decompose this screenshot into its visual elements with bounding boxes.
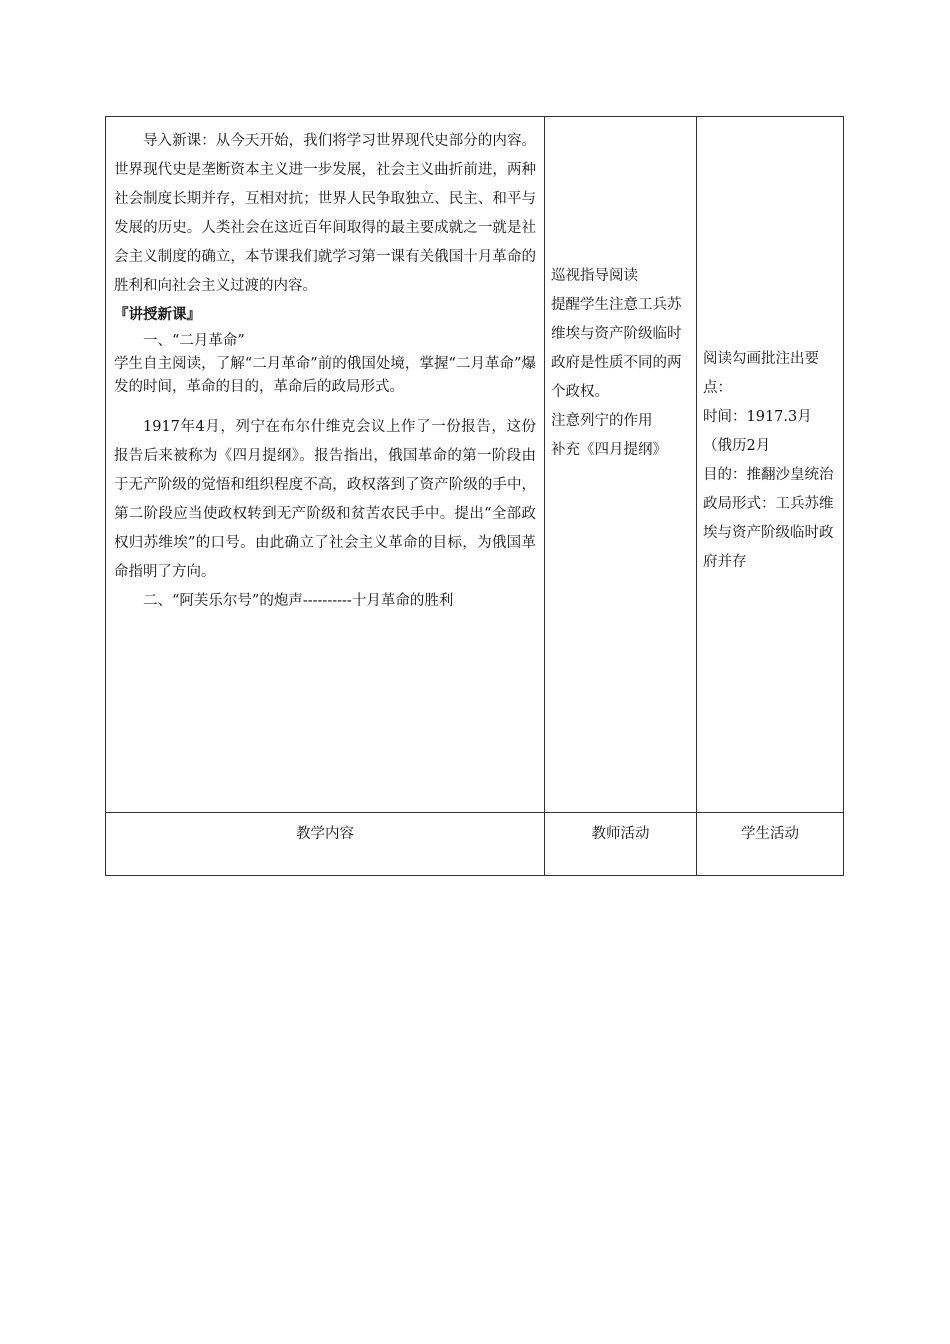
reading-task-paragraph: 学生自主阅读，了解“二月革命”前的俄国处境，掌握“二月革命”爆发的时间，革命的目的，革命后的政局形式。 [114,356,536,395]
teaching-content-cell [106,117,545,813]
header-label-row [106,813,844,876]
teacher-line-4: 补充《四月提纲》 [551,442,667,458]
student-line-4: 政局形式：工兵苏维埃与资产阶级临时政府并存 [703,496,834,570]
section-heading: 『讲授新课』 [114,307,201,323]
student-line-3: 目的：推翻沙皇统治 [703,467,834,483]
subheading-february-revolution: 一、“二月革命” [143,333,245,349]
content-row [106,117,844,813]
label-teaching-content: 教学内容 [106,813,545,876]
teacher-activity-cell [545,117,697,813]
teacher-line-1: 巡视指导阅读 [551,268,638,284]
student-line-1: 阅读勾画批注出要点： [703,351,819,396]
label-teacher-activity: 教师活动 [545,813,697,876]
student-activity-cell [697,117,844,813]
subheading-october-revolution: 二、“阿芙乐尔号”的炮声----------十月革命的胜利 [143,593,454,609]
student-line-2: 时间：1917.3月（俄历2月 [703,409,812,454]
intro-paragraph: 导入新课：从今天开始，我们将学习世界现代史部分的内容。世界现代史是垄断资本主义进一步发展，社会主义曲折前进，两种社会制度长期并存，互相对抗；世界人民争取独立、民主、和平与发展的历史。人类社会在这近百年间取得的最主要成就之一就是社会主义制度的确立，本节课我们就学习第一课有关俄国十月革命的胜利和向社会主义过渡的内容。 [114,133,536,294]
label-student-activity: 学生活动 [697,813,844,876]
april-theses-paragraph: 1917年4月，列宁在布尔什维克会议上作了一份报告，这份报告后来被称为《四月提纲》。报告指出，俄国革命的第一阶段由于无产阶级的觉悟和组织程度不高，政权落到了资产阶级的手中，第二阶段应当使政权转到无产阶级和贫苦农民手中。提出“全部政权归苏维埃”的口号。由此确立了社会主义革命的目标，为俄国革命指明了方向。 [114,419,536,580]
teacher-line-3: 注意列宁的作用 [551,413,653,429]
lesson-plan-table [105,116,844,876]
teacher-line-2: 提醒学生注意工兵苏维埃与资产阶级临时政府是性质不同的两个政权。 [551,297,682,400]
